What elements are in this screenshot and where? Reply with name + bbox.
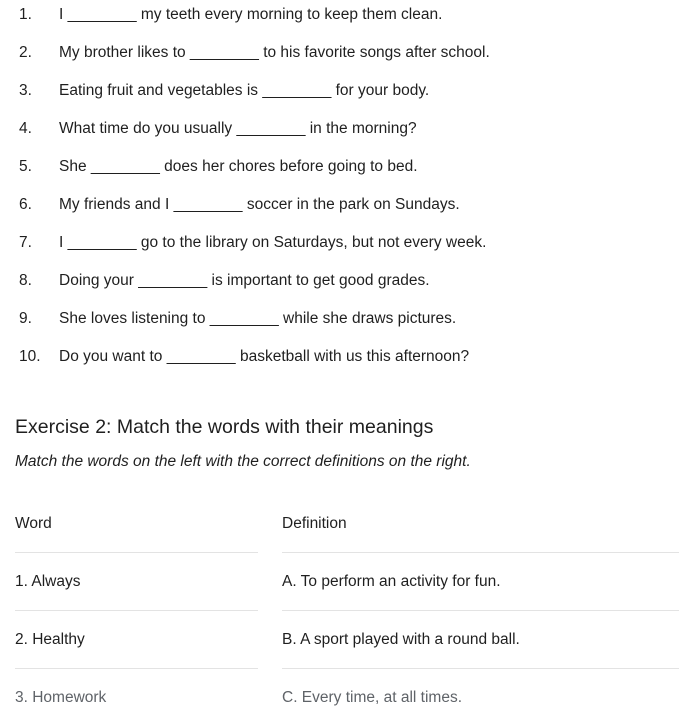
item-sentence: She ________ does her chores before going to bed.: [59, 158, 418, 175]
item-sentence: I ________ go to the library on Saturdays, but not every week.: [59, 234, 487, 251]
item-sentence: Doing your ________ is important to get good grades.: [59, 272, 430, 289]
column-header-word: [15, 494, 258, 552]
definition-cell: [282, 610, 679, 668]
word-text: 3. Homework: [15, 689, 107, 706]
column-header-definition: [282, 494, 679, 552]
list-item: [0, 188, 679, 226]
exercise-2-instructions: Match the words on the left with the correct definitions on the right.: [15, 453, 471, 470]
definition-cell: [282, 552, 679, 610]
item-sentence: What time do you usually ________ in the morning?: [59, 120, 417, 137]
word-cell: [15, 552, 258, 610]
exercise-2-title: Exercise 2: Match the words with their meanings: [15, 416, 434, 438]
item-number: 2.: [19, 44, 32, 61]
word-text: 2. Healthy: [15, 631, 85, 648]
item-sentence: My brother likes to ________ to his favorite songs after school.: [59, 44, 490, 61]
item-sentence: Eating fruit and vegetables is ________ for your body.: [59, 82, 430, 99]
item-number: 5.: [19, 158, 32, 175]
table-row: [0, 610, 679, 668]
item-number: 4.: [19, 120, 32, 137]
list-item: [0, 36, 679, 74]
column-header-definition-label: Definition: [282, 515, 347, 532]
table-row: [0, 668, 679, 726]
item-number: 6.: [19, 196, 32, 213]
list-item: [0, 226, 679, 264]
item-sentence: She loves listening to ________ while she draws pictures.: [59, 310, 457, 327]
list-item: [0, 340, 679, 378]
definition-text: C. Every time, at all times.: [282, 689, 463, 706]
definition-cell: [282, 668, 679, 726]
word-text: 1. Always: [15, 573, 81, 590]
table-header-row: [0, 494, 679, 552]
list-item: [0, 112, 679, 150]
list-item: [0, 302, 679, 340]
item-sentence: Do you want to ________ basketball with us this afternoon?: [59, 348, 470, 365]
item-number: 8.: [19, 272, 32, 289]
definition-text: A. To perform an activity for fun.: [282, 573, 501, 590]
word-cell: [15, 610, 258, 668]
item-sentence: I ________ my teeth every morning to keep them clean.: [59, 6, 443, 23]
list-item: [0, 74, 679, 112]
list-item: [0, 264, 679, 302]
item-number: 10.: [19, 348, 41, 365]
list-item: [0, 150, 679, 188]
list-item: [0, 0, 679, 36]
table-row: [0, 552, 679, 610]
item-number: 3.: [19, 82, 32, 99]
item-number: 1.: [19, 6, 32, 23]
item-number: 7.: [19, 234, 32, 251]
item-sentence: My friends and I ________ soccer in the park on Sundays.: [59, 196, 460, 213]
column-header-word-label: Word: [15, 515, 52, 532]
definition-text: B. A sport played with a round ball.: [282, 631, 520, 648]
item-number: 9.: [19, 310, 32, 327]
word-cell: [15, 668, 258, 726]
